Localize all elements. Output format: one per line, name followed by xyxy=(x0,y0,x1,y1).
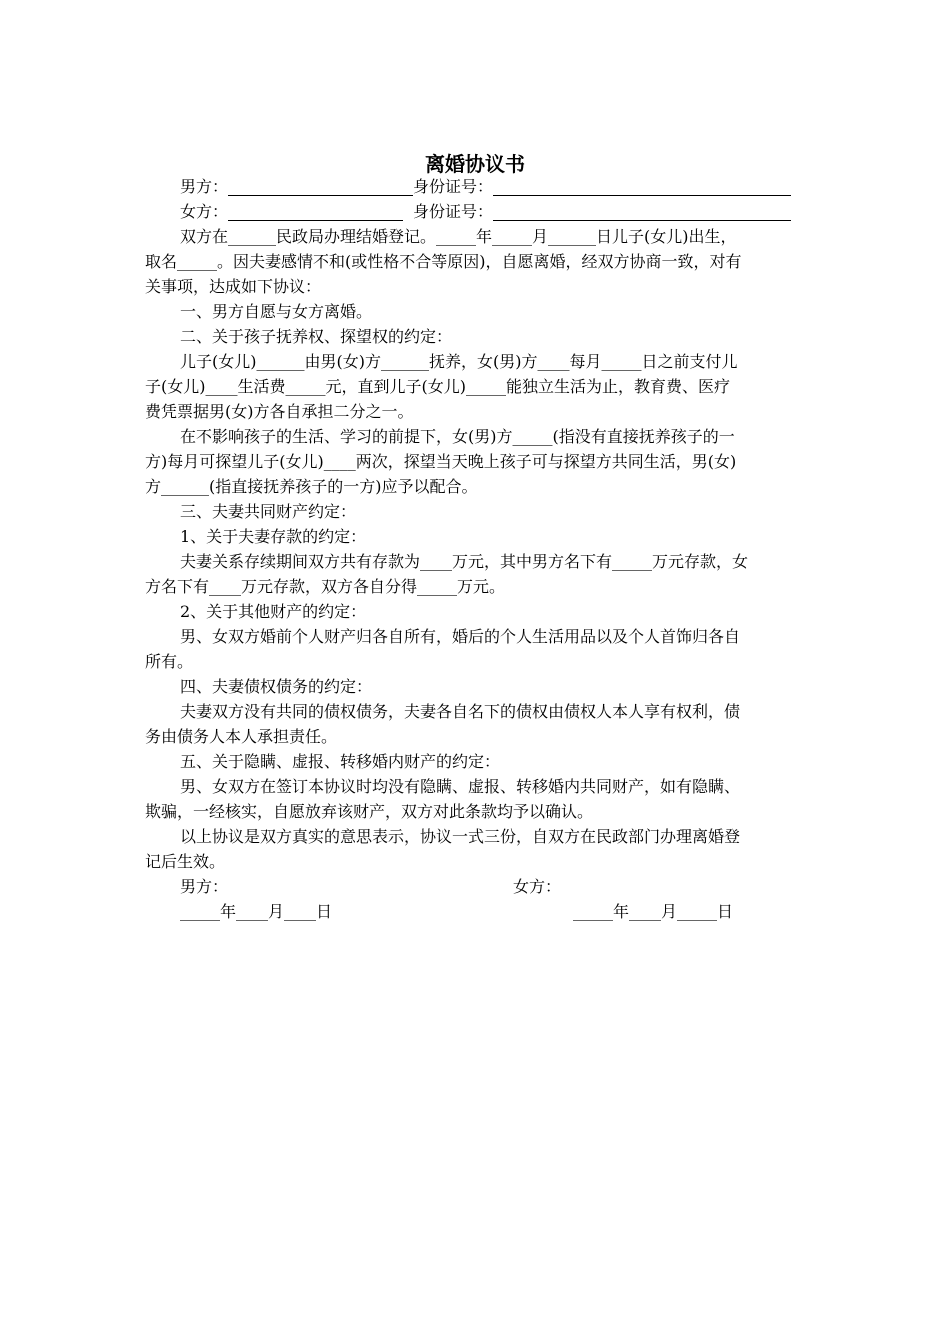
clause-heading: 二、关于孩子抚养权、探望权的约定： xyxy=(180,327,453,346)
male-name-blank[interactable] xyxy=(228,177,413,196)
paragraph-line: 双方在______民政局办理结婚登记。_____年_____月______日儿子(女儿)出生， xyxy=(180,227,737,246)
female-name-blank[interactable] xyxy=(228,202,403,221)
paragraph-line: 夫妻关系存续期间双方共有存款为____万元，其中男方名下有_____万元存款，女 xyxy=(180,552,749,571)
paragraph-line: 取名_____。因夫妻感情不和(或性格不合等原因)，自愿离婚，经双方协商一致，对有 xyxy=(145,252,742,271)
female-party-row xyxy=(145,199,805,224)
document-title: 离婚协议书 xyxy=(425,152,525,176)
male-id-label: 身份证号： xyxy=(413,177,494,196)
male-id-blank[interactable] xyxy=(493,177,791,196)
paragraph-line: 儿子(女儿)______由男(女)方______抚养，女(男)方____每月_____日之前支付儿 xyxy=(180,352,738,371)
paragraph-line: 子(女儿)____生活费_____元，直到儿子(女儿)_____能独立生活为止，教育费、医疗 xyxy=(145,377,730,396)
paragraph-line: 男、女双方在签订本协议时均没有隐瞒、虚报、转移婚内共同财产，如有隐瞒、 xyxy=(180,777,741,796)
female-signature-label: 女方： xyxy=(513,877,562,896)
female-id-label: 身份证号： xyxy=(413,202,494,221)
female-id-blank[interactable] xyxy=(493,202,791,221)
sub-clause-heading: 1、关于夫妻存款的约定： xyxy=(180,527,367,546)
paragraph-line: 方名下有____万元存款，双方各自分得_____万元。 xyxy=(145,577,506,596)
female-label: 女方： xyxy=(180,202,229,221)
male-signature-date: _____年____月____日 xyxy=(180,902,333,921)
paragraph-line: 以上协议是双方真实的意思表示，协议一式三份，自双方在民政部门办理离婚登 xyxy=(180,827,741,846)
clause-heading: 四、夫妻债权债务的约定： xyxy=(180,677,373,696)
paragraph-line: 男、女双方婚前个人财产归各自所有，婚后的个人生活用品以及个人首饰归各自 xyxy=(180,627,741,646)
clause-heading: 五、关于隐瞒、虚报、转移婚内财产的约定： xyxy=(180,752,501,771)
female-signature-date: _____年____月_____日 xyxy=(573,902,734,921)
sub-clause-heading: 2、关于其他财产的约定： xyxy=(180,602,367,621)
paragraph-line: 夫妻双方没有共同的债权债务，夫妻各自名下的债权由债权人本人享有权利，债 xyxy=(180,702,741,721)
paragraph-line: 方)每月可探望儿子(女儿)____两次，探望当天晚上孩子可与探望方共同生活，男(女) xyxy=(145,452,737,471)
paragraph-line: 方______(指直接抚养孩子的一方)应予以配合。 xyxy=(145,477,478,496)
paragraph-line: 务由债务人本人承担责任。 xyxy=(145,727,338,746)
paragraph-line: 记后生效。 xyxy=(145,852,226,871)
clause-heading: 一、男方自愿与女方离婚。 xyxy=(180,302,373,321)
paragraph-line: 在不影响孩子的生活、学习的前提下，女(男)方_____(指没有直接抚养孩子的一 xyxy=(180,427,735,446)
paragraph-line: 所有。 xyxy=(145,652,194,671)
male-signature-label: 男方： xyxy=(180,877,229,896)
clause-heading: 三、夫妻共同财产约定： xyxy=(180,502,357,521)
male-party-row xyxy=(145,174,805,199)
male-label: 男方： xyxy=(180,177,229,196)
paragraph-line: 费凭票据男(女)方各自承担二分之一。 xyxy=(145,402,414,421)
paragraph-line: 欺骗，一经核实，自愿放弃该财产，双方对此条款均予以确认。 xyxy=(145,802,594,821)
paragraph-line: 关事项，达成如下协议： xyxy=(145,277,322,296)
